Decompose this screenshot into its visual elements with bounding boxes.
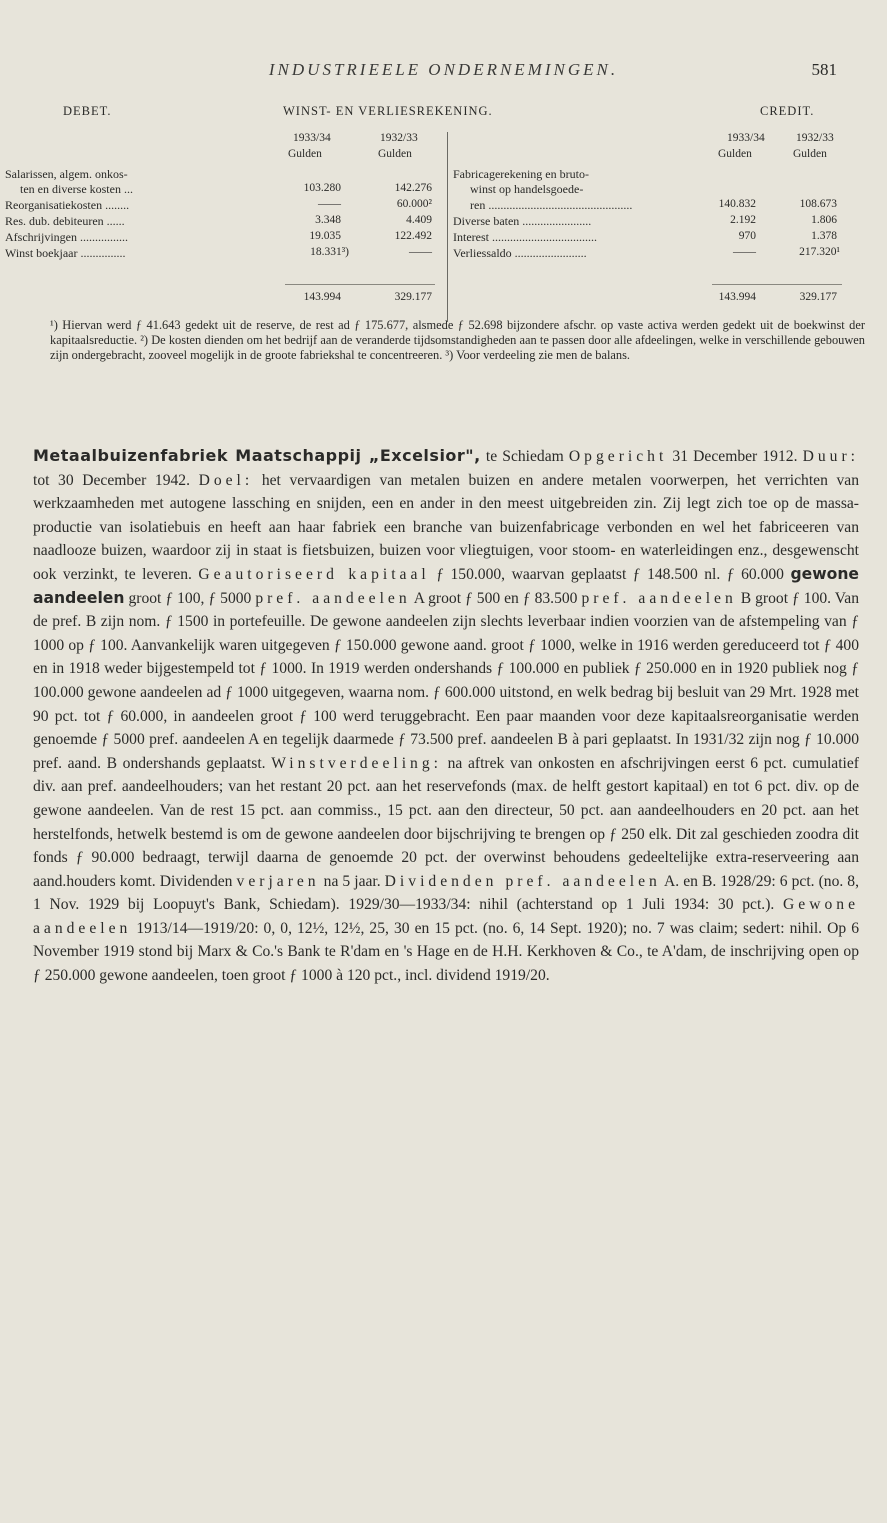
opgericht-label: Opgericht [568,448,668,465]
verjaren-label: verjaren [236,872,320,890]
debit-row-3-label: Res. dub. debiteuren ...... [5,214,125,228]
debit-row-4-label: Afschrijvingen ................ [5,230,128,244]
debit-row-1-line-2: ten en diverse kosten ... [20,182,133,196]
text-segment: tot 30 December 1942. [33,471,199,489]
credit-label: CREDIT. [760,104,815,118]
debit-row-5-v2: —— [409,246,432,258]
company-name: Metaalbuizenfabriek Maatschappij „Excelsior", [33,446,481,465]
debet-label: DEBET. [63,104,112,118]
debit-row-1-v1: 103.280 [303,182,341,194]
credit-row-2-v1: 2.192 [730,214,756,226]
debit-year-2: 1932/33 [380,132,418,144]
credit-unit-1: Gulden [718,148,752,160]
page-number: 581 [811,60,837,79]
text-segment: te Schiedam [480,448,569,465]
credit-row-4-label: Verliessaldo ........................ [453,246,587,260]
credit-row-3-v2: 1.378 [811,230,837,242]
text-segment: het vervaardigen van metalen buizen en andere metalen voorwerpen, het verrichten van werkzaamheden met autogene lassching en snijden, een en ander in den meest uitgebreiden zin. Zij legt zich toe op de massa-productie van isolatiebuis en heeft aan haar fabriek een branche van buizenfabricage verbonden en wel het fabriceeren van naadlooze buizen, waardoor zij in staat is fietsbuizen, buizen voor vliegtuigen, voor stoom- en waterleidingen enz., desgewenscht ook verzinkt, te leveren. [33,471,859,583]
text-segment: 1913/14—1919/20: 0, 0, 12½, 12½, 25, 30 en 15 pct. (no. 6, 14 Sept. 1920); no. 7 was claim; sedert: nihil. Op 6 November 1919 stond bij Marx & Co.'s Bank te R'dam en 's Hage en de H.H. Kerkhoven & Co., te A'dam, de inschrijving open op ƒ 250.000 gewone aandeelen, toen groot ƒ 1000 à 120 pct., incl. dividend 1919/20. [33,919,859,985]
credit-row-2-v2: 1.806 [811,214,837,226]
credit-total-v2: 329.177 [799,291,837,303]
text-segment: A. en B. 1928/29: 6 pct. (no. 8, 1 Nov. 1929 bij Loopuyt's Bank, Schiedam). 1929/30—1933/34: nihil (achterstand op 1 Juli 1934: 30 pct.). [33,872,860,914]
debit-unit-2: Gulden [378,148,412,160]
debit-year-1: 1933/34 [293,132,331,144]
text-segment: na 5 jaar. [319,872,385,890]
debit-row-5-v1: 18.331³) [310,246,349,258]
company-entry [33,444,859,988]
debit-row-3-v1: 3.348 [315,214,341,226]
debit-row-2-v1: —— [318,198,341,210]
debit-total-v1: 143.994 [303,291,341,303]
text-segment: 31 December 1912. [667,448,803,465]
running-head [0,60,887,90]
debit-row-5-label: Winst boekjaar ............... [5,246,126,260]
kapitaal-label: Geautoriseerd kapitaal [198,565,430,583]
credit-row-1-line-3: ren ................................................ [470,198,633,212]
debit-row-1-line-1: Salarissen, algem. onkos- [5,167,128,181]
gewone-aandeelen-dividend-label: Gewone aandeelen [33,896,859,937]
doel-label: Doel: [198,471,254,489]
credit-row-1-line-2: winst op handelsgoede- [470,182,584,196]
credit-row-3-label: Interest ................................... [453,230,597,244]
text-segment: groot ƒ 100, ƒ 5000 [124,589,256,607]
credit-row-2-label: Diverse baten ....................... [453,214,592,228]
pref-b-label: pref. aandeelen [581,589,737,607]
debit-row-4-v2: 122.492 [394,230,432,242]
debit-row-1-v2: 142.276 [394,182,432,194]
credit-total-v1: 143.994 [718,291,756,303]
credit-row-1-v1: 140.832 [718,198,756,210]
dividenden-pref-label: Dividenden pref. aandeelen [384,872,661,890]
duur-label: Duur: [802,448,859,465]
credit-unit-2: Gulden [793,148,827,160]
debit-row-4-v1: 19.035 [309,230,341,242]
ledger-title: WINST- EN VERLIESREKENING. [283,104,493,118]
debit-total-v2: 329.177 [394,291,432,303]
debit-row-2-label: Reorganisatiekosten ........ [5,198,130,212]
footnotes: ¹) Hiervan werd ƒ 41.643 gedekt uit de reserve, de rest ad ƒ 175.677, alsmede ƒ 52.698 bijzondere afschr. op vaste activa werden gedekt uit de boekwinst der kapitaalsreductie. ²) De kosten dienden om het bedrijf aan de veranderde tijdsomstandigheden aan te passen door alle afdeelingen, welke in verschillende gebouwen zijn ondergebracht, zooveel mogelijk in de groote fabriekshal te concentreeren. ³) Voor verdeeling zie men de balans. [50,318,865,362]
text-segment: na aftrek van onkosten en afschrijvingen eerst 6 pct. cumulatief div. aan pref. aandeelhouders; van het restant 20 pct. aan het reservefonds (max. de helft gestort kapitaal) en tot 6 pct. div. op de gewone aandeelen. Van de rest 15 pct. aan commiss., 15 pct. aan den directeur, 50 pct. aan aandeelhouders en 20 pct. aan het herstelfonds, hetwelk bestemd is om de gewone aandeelen door bijschrijving te brengen op ƒ 250 elk. Dit zal geschieden zoodra dit fonds ƒ 90.000 bedraagt, terwijl daarna de genoemde 20 pct. der overwinst behoudens gedeeltelijke extra-reserveering aan aand.houders komt. Dividenden [33,754,859,890]
column-divider [447,132,448,322]
pref-a-label: pref. aandeelen [255,589,411,607]
debit-row-3-v2: 4.409 [406,214,432,226]
text-segment: ƒ 150.000, waarvan geplaatst ƒ 148.500 nl. ƒ 60.000 [429,565,791,583]
debit-total-rule [285,284,435,285]
credit-year-2: 1932/33 [796,132,834,144]
gewone-aandeelen-label: gewone aandeelen [33,564,860,607]
running-title: INDUSTRIEELE ONDERNEMINGEN. [268,60,619,79]
credit-row-1-line-1: Fabricagerekening en bruto- [453,167,589,181]
credit-row-4-v1: —— [733,246,756,258]
credit-row-3-v1: 970 [738,230,756,242]
winstverdeeling-label: Winstverdeeling: [271,754,442,772]
credit-total-rule [712,284,842,285]
credit-row-1-v2: 108.673 [799,198,837,210]
credit-row-4-v2: 217.320¹ [799,246,840,258]
text-segment: A groot ƒ 500 en ƒ 83.500 [410,589,582,607]
debit-row-2-v2: 60.000² [396,198,432,210]
debit-unit-1: Gulden [288,148,322,160]
text-segment: B groot ƒ 100. Van de pref. B zijn nom. ƒ 1500 in portefeuille. De gewone aandeelen zijn slechts leverbaar indien voorzien van de afstempeling van ƒ 1000 op ƒ 100. Aanvankelijk waren uitgegeven ƒ 150.000 gewone aand. groot ƒ 1000, welke in 1916 werden gereduceerd tot ƒ 400 en in 1918 weder bijgestempeld tot ƒ 1000. In 1919 werden ondershands ƒ 100.000 en publiek ƒ 250.000 en in 1920 publiek nog ƒ 100.000 gewone aandeelen ad ƒ 1000 uitgegeven, waarna nom. ƒ 600.000 uitstond, en welk bedrag bij besluit van 29 Mrt. 1928 met 90 pct. tot ƒ 60.000, in aandeelen groot ƒ 100 werd teruggebracht. Een paar maanden voor deze kapitaalsreorganisatie werden genoemde ƒ 5000 pref. aandeelen A en tegelijk daarmede ƒ 73.500 pref. aandeelen B à pari geplaatst. In 1931/32 zijn nog ƒ 10.000 pref. aand. B ondershands geplaatst. [33,589,859,772]
credit-year-1: 1933/34 [727,132,765,144]
